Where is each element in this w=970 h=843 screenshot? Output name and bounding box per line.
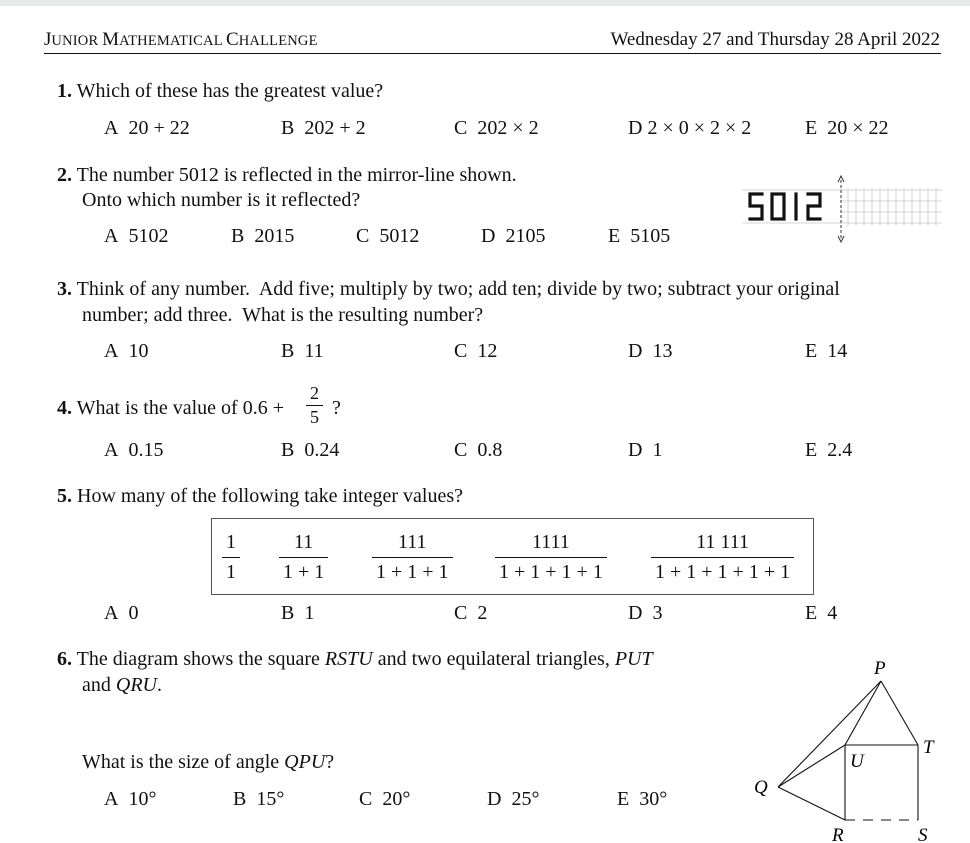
question-text: What is the value of 0.6 + <box>76 397 284 419</box>
label-U: U <box>850 751 864 772</box>
segment-QR <box>778 787 845 820</box>
option-4a[interactable]: A 0.15 <box>104 439 164 461</box>
option-6c[interactable]: C 20° <box>359 788 411 810</box>
label-S: S <box>918 825 928 843</box>
fraction-3: 111 1 + 1 + 1 <box>372 531 453 584</box>
option-1d[interactable]: D 2 × 0 × 2 × 2 <box>628 117 752 139</box>
option-2c[interactable]: C 5012 <box>356 225 420 247</box>
question-3 <box>57 278 840 301</box>
option-5b[interactable]: B 1 <box>281 602 315 624</box>
option-2b[interactable]: B 2015 <box>231 225 295 247</box>
question-number: 2. <box>57 164 72 186</box>
segment-QP <box>778 681 881 787</box>
page-title: JUNIOR MATHEMATICAL CHALLENGE <box>44 29 318 50</box>
option-2e[interactable]: E 5105 <box>608 225 671 247</box>
question-4 <box>57 397 284 420</box>
option-3e[interactable]: E 14 <box>805 340 848 362</box>
fraction-two-fifths: 2 5 <box>306 383 323 428</box>
option-6e[interactable]: E 30° <box>617 788 668 810</box>
option-1e[interactable]: E 20 × 22 <box>805 117 889 139</box>
option-5a[interactable]: A 0 <box>104 602 139 624</box>
option-4e[interactable]: E 2.4 <box>805 439 853 461</box>
option-5e[interactable]: E 4 <box>805 602 838 624</box>
fraction-1: 1 1 <box>222 531 240 584</box>
header-rule <box>44 53 941 54</box>
fraction-2: 11 1 + 1 <box>279 531 328 584</box>
option-5d[interactable]: D 3 <box>628 602 663 624</box>
exam-date: Wednesday 27 and Thursday 28 April 2022 <box>610 29 940 50</box>
question-text: How many of the following take integer values? <box>77 485 463 507</box>
label-P: P <box>874 658 886 679</box>
question-1 <box>57 80 383 103</box>
question-5 <box>57 485 463 508</box>
option-5c[interactable]: C 2 <box>454 602 488 624</box>
question-4-end: ? <box>332 397 341 419</box>
segment-PT <box>881 681 918 745</box>
option-2a[interactable]: A 5102 <box>104 225 169 247</box>
option-6b[interactable]: B 15° <box>233 788 285 810</box>
label-T: T <box>923 737 934 758</box>
top-band <box>0 0 970 6</box>
digit-5012 <box>750 194 820 219</box>
option-2d[interactable]: D 2105 <box>481 225 546 247</box>
label-R: R <box>832 825 844 843</box>
option-1c[interactable]: C 202 × 2 <box>454 117 539 139</box>
question-number: 6. <box>57 648 72 670</box>
question-3-line2: number; add three. What is the resulting number? <box>82 304 484 326</box>
question-text-line1: Think of any number. Add five; multiply by two; add ten; divide by two; subtract your original <box>76 278 840 300</box>
option-6a[interactable]: A 10° <box>104 788 157 810</box>
option-1a[interactable]: A 20 + 22 <box>104 117 190 139</box>
option-3b[interactable]: B 11 <box>281 340 324 362</box>
option-3d[interactable]: D 13 <box>628 340 673 362</box>
question-6: 6. The diagram shows the square RSTU and two equilateral triangles, PUT <box>57 648 653 670</box>
mirror-grid-figure <box>738 170 944 248</box>
fraction-4: 1111 1 + 1 + 1 + 1 <box>495 531 607 584</box>
question-text-line1: The number 5012 is reflected in the mirror-line shown. <box>76 164 517 186</box>
question-6-ask: What is the size of angle QPU? <box>82 751 335 773</box>
option-6d[interactable]: D 25° <box>487 788 540 810</box>
option-4b[interactable]: B 0.24 <box>281 439 340 461</box>
fraction-5: 11 111 1 + 1 + 1 + 1 + 1 <box>651 531 794 584</box>
question-text: Which of these has the greatest value? <box>76 80 384 102</box>
option-4d[interactable]: D 1 <box>628 439 663 461</box>
question-number: 3. <box>57 278 72 300</box>
mirror-line <box>838 176 844 242</box>
question-2 <box>57 164 517 187</box>
question-6-line2: and QRU. <box>82 674 162 696</box>
question-2-line2: Onto which number is it reflected? <box>82 189 361 211</box>
geometry-diagram <box>750 650 950 843</box>
option-3c[interactable]: C 12 <box>454 340 498 362</box>
option-4c[interactable]: C 0.8 <box>454 439 503 461</box>
question-number: 4. <box>57 397 72 419</box>
question-number: 5. <box>57 485 72 507</box>
segment-QU <box>778 745 845 787</box>
question-number: 1. <box>57 80 72 102</box>
option-1b[interactable]: B 202 + 2 <box>281 117 366 139</box>
label-Q: Q <box>754 777 768 798</box>
option-3a[interactable]: A 10 <box>104 340 149 362</box>
